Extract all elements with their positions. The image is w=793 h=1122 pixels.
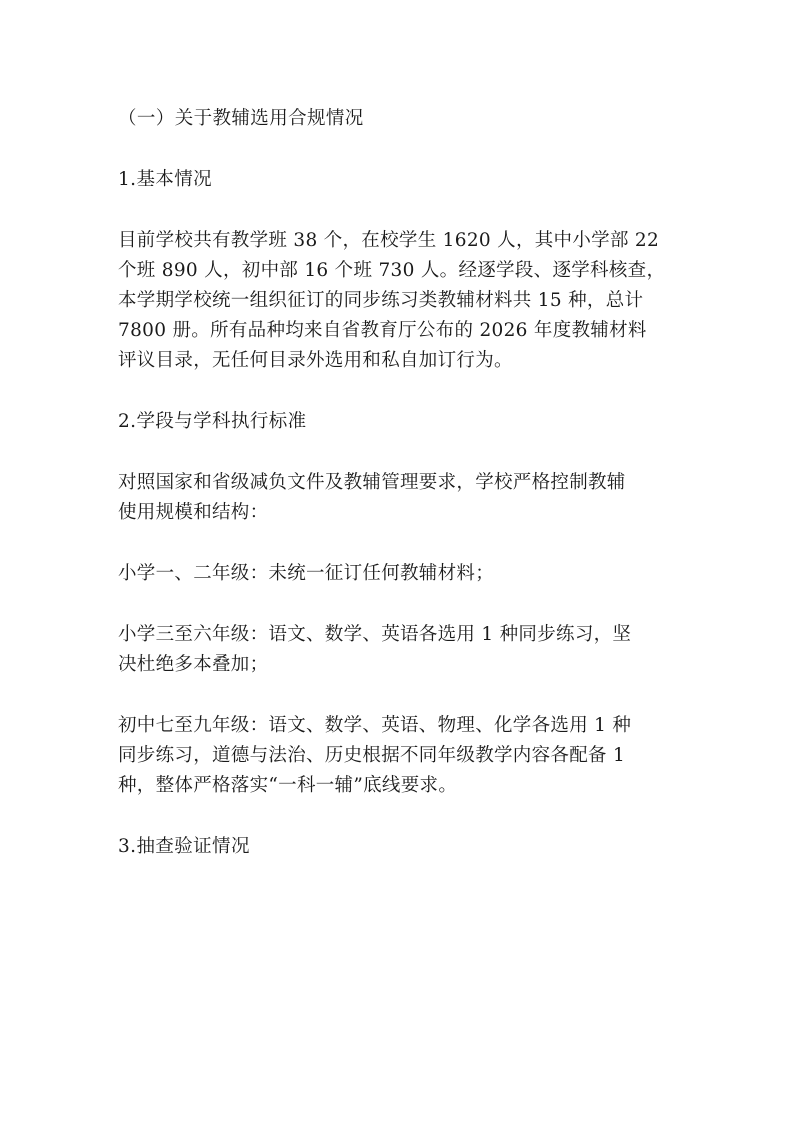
paragraph-junior-high bbox=[118, 711, 678, 801]
paragraph-line: 使用规模和结构： bbox=[118, 502, 269, 523]
paragraph-line: 种，整体严格落实“一科一辅”底线要求。 bbox=[118, 775, 458, 796]
paragraph-line: 评议目录，无任何目录外选用和私自加订行为。 bbox=[118, 350, 513, 371]
paragraph-line: 本学期学校统一组织征订的同步练习类教辅材料共 15 种，总计 bbox=[118, 290, 644, 311]
section-heading: （一）关于教辅选用合规情况 bbox=[118, 108, 364, 129]
paragraph-line: 决杜绝多本叠加； bbox=[118, 654, 269, 675]
paragraph-line: 7800 册。所有品种均来自省教育厅公布的 2026 年度教辅材料 bbox=[118, 320, 647, 341]
paragraph-line: 对照国家和省级减负文件及教辅管理要求，学校严格控制教辅 bbox=[118, 472, 626, 493]
paragraph-line: 初中七至九年级：语文、数学、英语、物理、化学各选用 1 种 bbox=[118, 715, 632, 736]
paragraph-standards-intro bbox=[118, 468, 678, 528]
paragraph-line: 同步练习，道德与法治、历史根据不同年级教学内容各配备 1 bbox=[118, 745, 626, 766]
subsection-heading-spot-check: 3.抽查验证情况 bbox=[118, 836, 250, 857]
subsection-heading-standards: 2.学段与学科执行标准 bbox=[118, 411, 307, 432]
document-body bbox=[118, 104, 678, 893]
paragraph-basic-info bbox=[118, 226, 678, 376]
paragraph-line: 目前学校共有教学班 38 个，在校学生 1620 人，其中小学部 22 bbox=[118, 230, 660, 251]
subsection-heading-basic: 1.基本情况 bbox=[118, 169, 213, 190]
paragraph-line: 小学三至六年级：语文、数学、英语各选用 1 种同步练习，坚 bbox=[118, 624, 632, 645]
paragraph-line: 个班 890 人，初中部 16 个班 730 人。经逐学段、逐学科核查， bbox=[118, 260, 666, 281]
paragraph-primary-lower bbox=[118, 559, 678, 589]
paragraph-primary-upper bbox=[118, 620, 678, 680]
paragraph-line: 小学一、二年级：未统一征订任何教辅材料； bbox=[118, 563, 495, 584]
